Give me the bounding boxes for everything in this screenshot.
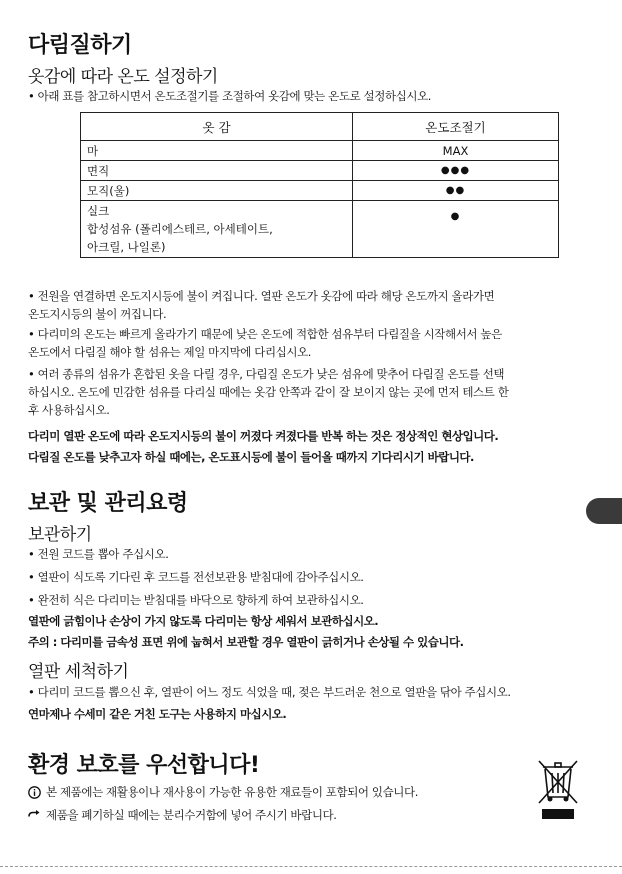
fabric-line: 아크릴, 나일론) [87, 240, 166, 254]
bullet-item: • 다리미의 온도는 빠르게 올라가기 때문에 낮은 온도에 적합한 섬유부터 다림질을 시작해서서 높은 온도에서 다림질 해야 할 섬유는 제일 마지막에 다리십시오. [28, 327, 502, 359]
arrow-icon [28, 809, 41, 822]
fabric-temperature-table [80, 112, 559, 258]
env-text: 본 제품에는 재활용이나 재사용이 가능한 유용한 재료들이 포함되어 있습니다. [46, 785, 418, 799]
page-title-ironing: 다림질하기 [28, 33, 132, 58]
note-text: 연마제나 수세미 같은 거친 도구는 사용하지 마십시오. [28, 707, 287, 721]
bullet-item: • 완전히 식은 다리미는 받침대를 바닥으로 향하게 하여 보관하십시오. [28, 593, 364, 607]
info-icon [28, 786, 41, 799]
fabric-line: 합성섬유 (폴리에스테르, 아세테이트, [87, 222, 273, 236]
note-text: 다리미 열판 온도에 따라 온도지시등의 불이 꺼졌다 켜졌다를 반복 하는 것은 정상적인 현상입니다. [28, 429, 499, 443]
env-text: 제품을 폐기하실 때에는 분리수거함에 넣어 주시기 바랍니다. [46, 808, 337, 822]
table-header-setting: 온도조절기 [353, 113, 559, 141]
bullet-item: • 여러 종류의 섬유가 혼합된 옷을 다릴 경우, 다림질 온도가 낮은 섬유에 맞추어 다림질 온도를 선택 하십시오. 온도에 민감한 섬유를 다리실 때에는 옷감 안쪽과 같이 잘 보이지 않는 곳에 먼저 테스트 한 후 사용하십시오. [28, 367, 509, 417]
env-line [28, 784, 418, 800]
table-cell-setting: MAX [353, 141, 559, 161]
crossed-bin-icon [535, 757, 581, 821]
page-title-storage: 보관 및 관리요령 [28, 491, 188, 516]
env-line [28, 807, 337, 823]
table-cell-setting: ●● [353, 181, 559, 201]
bullet-item: • 전원을 연결하면 온도지시등에 불이 켜집니다. 열판 온도가 옷감에 따라 해당 온도까지 올라가면 온도지시등의 불이 꺼집니다. [28, 289, 495, 321]
table-cell-setting: ● [353, 201, 559, 258]
table-cell-fabric: 면직 [81, 161, 353, 181]
table-row [81, 141, 559, 161]
table-cell-setting: ●●● [353, 161, 559, 181]
table-cell-fabric [81, 201, 353, 258]
table-header-fabric: 옷 감 [81, 113, 353, 141]
bullet-item: • 열판이 식도록 기다린 후 코드를 전선보관용 받침대에 감아주십시오. [28, 570, 364, 584]
subtitle-cleaning: 열판 세척하기 [28, 662, 129, 682]
table-cell-fabric: 모직(울) [81, 181, 353, 201]
page-divider [0, 866, 622, 867]
table-row [81, 181, 559, 201]
subtitle-temperature: 옷감에 따라 온도 설정하기 [28, 67, 218, 87]
note-text: 다림질 온도를 낮추고자 하실 때에는, 온도표시등에 불이 들어올 때까지 기다리시기 바랍니다. [28, 450, 474, 464]
page-title-environment: 환경 보호를 우선합니다! [28, 753, 260, 778]
fabric-line: 실크 [87, 204, 110, 218]
bullet-item: • 전원 코드를 뽑아 주십시오. [28, 547, 169, 561]
note-text: 열판에 긁힘이나 손상이 가지 않도록 다리미는 항상 세워서 보관하십시오. [28, 614, 379, 628]
section-tab-marker [586, 498, 622, 524]
table-row [81, 161, 559, 181]
note-text: 주의 : 다리미를 금속성 표면 위에 눕혀서 보관할 경우 열판이 긁히거나 손상될 수 있습니다. [28, 635, 464, 649]
bullet-item: • 다리미 코드를 뽑으신 후, 열판이 어느 정도 식었을 때, 젖은 부드러운 천으로 열판을 닦아 주십시오. [28, 685, 511, 699]
table-row [81, 201, 559, 258]
subtitle-storage: 보관하기 [28, 525, 92, 545]
table-cell-fabric: 마 [81, 141, 353, 161]
intro-text: • 아래 표를 참고하시면서 온도조절기를 조절하여 옷감에 맞는 온도로 설정하십시오. [28, 89, 432, 103]
